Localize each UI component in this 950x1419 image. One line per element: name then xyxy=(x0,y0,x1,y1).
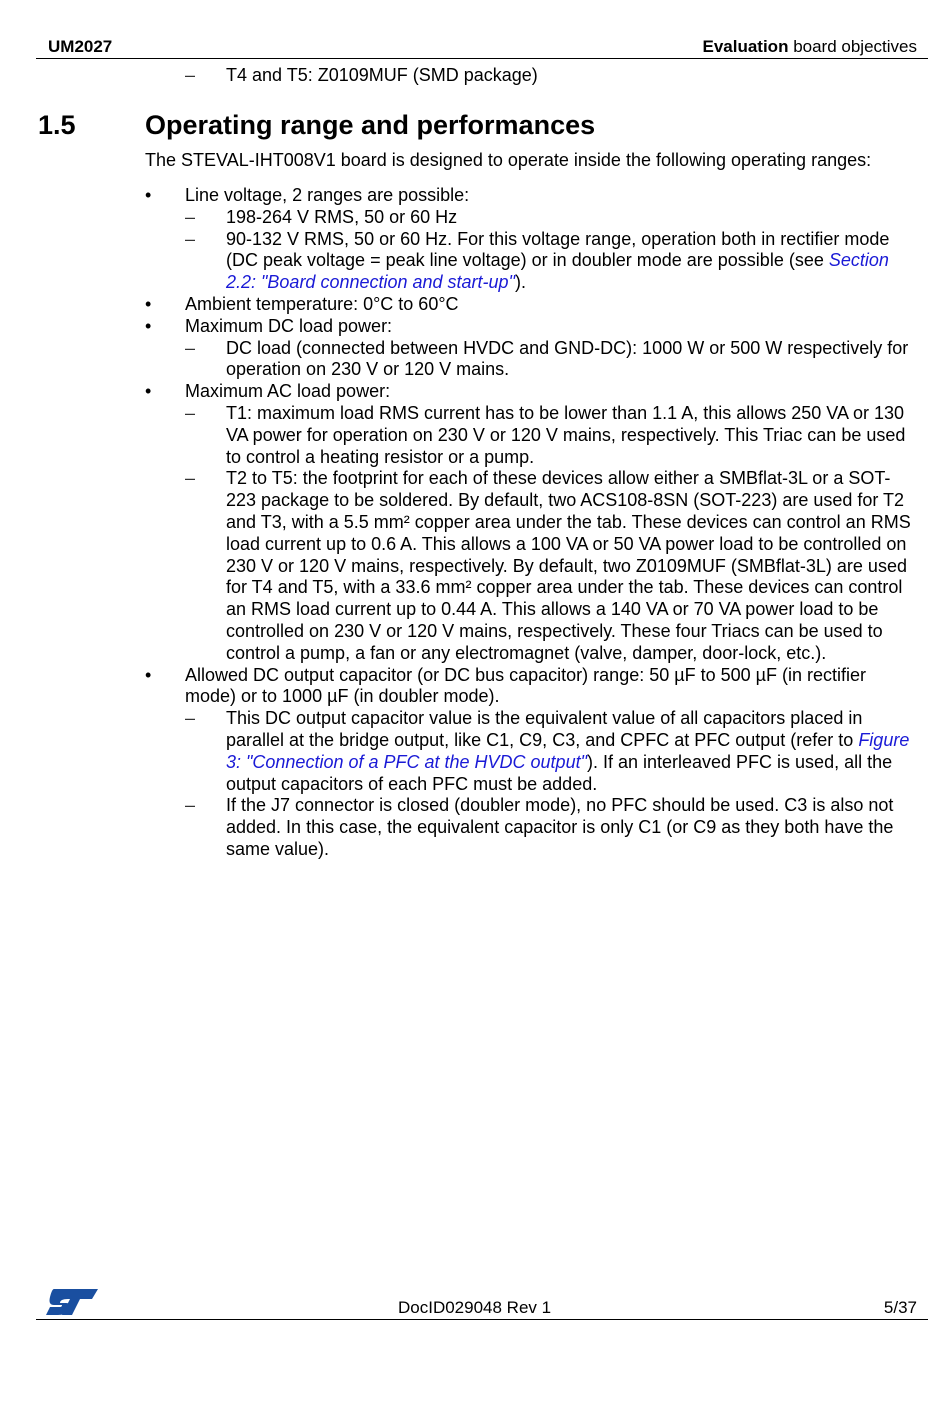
dash-marker: – xyxy=(185,468,196,489)
bullet-marker: • xyxy=(145,315,152,336)
bullet-marker: • xyxy=(145,381,152,402)
bullet-marker: • xyxy=(145,664,152,685)
sub-item-text: This DC output capacitor value is the equivalent value of all capacitors placed in parallel at the bridge output, like C1, C9, C3, and CPFC at PFC output (refer to xyxy=(226,708,863,750)
list-item-text: Line voltage, 2 ranges are possible: xyxy=(185,185,470,205)
bullet-marker: • xyxy=(145,293,152,314)
st-logo-icon xyxy=(46,1287,98,1317)
dash-marker: – xyxy=(185,206,196,227)
sub-item-text: 198-264 V RMS, 50 or 60 Hz xyxy=(226,206,458,227)
header-section-title xyxy=(702,37,917,57)
operating-ranges-list xyxy=(145,185,920,861)
top-dash-item xyxy=(185,65,538,87)
header-rule xyxy=(36,58,928,59)
sub-item-t1 xyxy=(145,403,920,468)
section-intro: The STEVAL-IHT008V1 board is designed to operate inside the following operating ranges: xyxy=(145,150,872,170)
list-item-line-voltage xyxy=(145,185,920,207)
sub-item-text: 90-132 V RMS, 50 or 60 Hz. For this voltage range, operation both in rectifier mode (DC peak voltage = peak line voltage) or in doubler mode are possible (see xyxy=(226,228,890,271)
header-section-bold: Evaluation xyxy=(702,37,789,56)
list-item-ambient-temperature xyxy=(145,294,920,316)
list-item-text: Allowed DC output capacitor (or DC bus capacitor) range: 50 µF to 500 µF (in rectifier mode) or to 1000 µF (in doubler mode). xyxy=(185,664,867,707)
list-item-text: Maximum AC load power: xyxy=(185,381,391,402)
list-item-max-dc-load xyxy=(145,316,920,338)
dash-marker: – xyxy=(185,65,196,85)
list-item-allowed-dc-capacitor xyxy=(145,665,920,709)
sub-item-text: If the J7 connector is closed (doubler mode), no PFC should be used. C3 is also not added. In this case, the equivalent capacitor is only C1 (or C9 as they both have the same value). xyxy=(226,795,894,859)
dash-marker: – xyxy=(185,795,196,816)
section-2-2-link[interactable]: Section 2.2: "Board connection and start-up" xyxy=(226,250,889,293)
list-item-max-ac-load xyxy=(145,381,920,403)
top-item-text: T4 and T5: Z0109MUF (SMD package) xyxy=(226,65,538,85)
sub-item-j7-connector xyxy=(145,795,920,860)
sub-item-capacitor-equivalent xyxy=(145,708,920,795)
bullet-marker: • xyxy=(145,185,152,205)
sub-item-dc-load xyxy=(145,338,920,382)
dash-marker: – xyxy=(185,228,196,249)
sub-item-text: T1: maximum load RMS current has to be lower than 1.1 A, this allows 250 VA or 130 VA power for operation on 230 V or 120 V mains, respectively. This Triac can be used to control a heating resistor or a pump. xyxy=(226,402,906,467)
dash-marker: – xyxy=(185,337,196,358)
sub-item-text: T2 to T5: the footprint for each of these devices allow either a SMBflat-3L or a SOT-223 package to be soldered. By default, two ACS108-8SN (SOT-223) are used for T2 and T3, with a 5.5 mm² copper area under the tab. These devices can control an RMS load current up to 0.6 A. This allows a 100 VA or 50 VA power load to be controlled on 230 V or 120 V mains, respectively. By default, two Z0109MUF (SMBflat-3L) are used for T4 and T5, with a 33.6 mm² copper area under the tab. These devices can control an RMS load current up to 0.44 A. This allows a 140 VA or 70 VA power load to be controlled on 230 V or 120 V mains, respectively. These four Triacs can be used to control a pump, a fan or any electromagnet (valve, damper, door-lock, etc.). xyxy=(226,468,911,663)
header-section-rest: board objectives xyxy=(793,37,917,56)
sub-item-text-end: ). xyxy=(514,272,526,293)
figure-3-link[interactable]: Figure 3: "Connection of a PFC at the HVDC output" xyxy=(226,729,910,772)
list-item-text: Ambient temperature: 0°C to 60°C xyxy=(185,293,459,314)
section-number: 1.5 xyxy=(38,110,76,140)
sub-item-text-end: ). If an interleaved PFC is used, all the output capacitors of each PFC must be added. xyxy=(226,751,893,794)
list-item-text: Maximum DC load power: xyxy=(185,315,393,336)
footer-rule xyxy=(36,1319,928,1320)
sub-item-text: DC load (connected between HVDC and GND-DC): 1000 W or 500 W respectively for operation on 230 V or 120 V mains. xyxy=(226,337,909,380)
section-title: Operating range and performances xyxy=(145,110,596,140)
dash-marker: – xyxy=(185,402,196,423)
header-doc-id: UM2027 xyxy=(48,37,113,56)
footer-doc-rev: DocID029048 Rev 1 xyxy=(398,1298,552,1317)
sub-item-t2-t5 xyxy=(145,468,920,664)
dash-marker: – xyxy=(185,708,196,729)
sub-item-range-2 xyxy=(145,229,920,294)
sub-item-range-1 xyxy=(145,207,920,229)
footer-page-number: 5/37 xyxy=(883,1298,917,1317)
